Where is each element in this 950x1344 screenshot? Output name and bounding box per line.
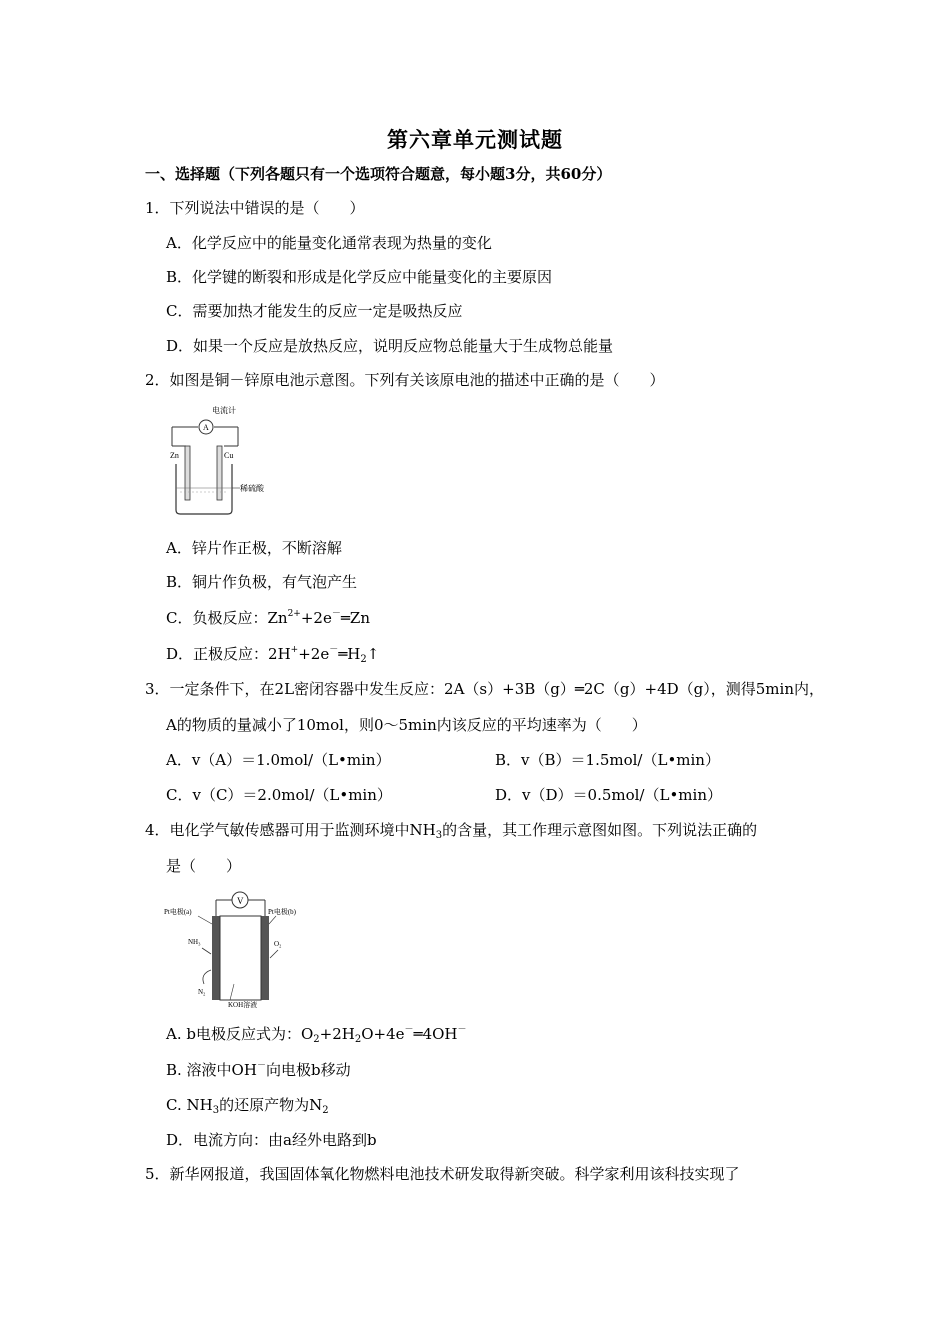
q4-option-b: B. 溶液中OH－向电极b移动 bbox=[166, 1061, 351, 1079]
q1-stem: 1．下列说法中错误的是（ ） bbox=[145, 199, 365, 217]
q3-option-c: C．v（C）＝2.0mol/（L•min） bbox=[166, 786, 392, 804]
q3-stem-line1: 3．一定条件下，在2L密闭容器中发生反应：2A（s）+3B（g）═2C（g）+4D（g），测得5min内， bbox=[145, 680, 824, 698]
q1-option-b: B．化学键的断裂和形成是化学反应中能量变化的主要原因 bbox=[166, 268, 553, 286]
q3-option-b: B．v（B）＝1.5mol/（L•min） bbox=[495, 751, 720, 769]
beaker bbox=[176, 464, 232, 514]
svg-text:V: V bbox=[237, 896, 244, 906]
sulfuric-acid-label: 稀硫酸 bbox=[240, 484, 264, 493]
q2-option-a: A．锌片作正极，不断溶解 bbox=[166, 539, 342, 557]
q4-option-c: C. $NH_3$的还原产物为$N_2$ bbox=[166, 1096, 329, 1116]
zn-label: Zn bbox=[170, 451, 179, 460]
q2-option-b: B．铜片作负极，有气泡产生 bbox=[166, 573, 358, 591]
q4-option-a: A. b电极反应式为：$O_2+2H_2O+4e^-═4OH^-$ bbox=[166, 1025, 467, 1045]
koh-solution bbox=[220, 916, 261, 1000]
pt-electrode-b-label: Pt电极(b) bbox=[268, 908, 296, 916]
q1-option-d: D．如果一个反应是放热反应，说明反应物总能量大于生成物总能量 bbox=[166, 337, 614, 355]
q3-option-a: A．v（A）＝1.0mol/（L•min） bbox=[166, 751, 391, 769]
q1-option-c: C．需要加热才能发生的反应一定是吸热反应 bbox=[166, 302, 463, 320]
koh-label: KOH溶液 bbox=[228, 1001, 258, 1008]
q4-stem-line2: 是（ ） bbox=[166, 857, 242, 875]
q2-option-c: C．负极反应：$Zn^{2+}+2e^-═Zn$ bbox=[166, 609, 370, 627]
q3-option-d: D．v（D）＝0.5mol/（L•min） bbox=[495, 786, 722, 804]
cu-label: Cu bbox=[224, 451, 234, 460]
page-title: 第六章单元测试题 bbox=[387, 127, 563, 152]
svg-text:A: A bbox=[203, 423, 209, 432]
q3-stem-line2: A的物质的量减小了10mol，则0～5min内该反应的平均速率为（ ） bbox=[166, 716, 647, 734]
nh3-sensor-figure bbox=[162, 888, 312, 1008]
electrode-b bbox=[261, 916, 269, 1000]
cu-zn-cell-figure bbox=[162, 402, 272, 518]
q2-stem: 2．如图是铜－锌原电池示意图。下列有关该原电池的描述中正确的是（ ） bbox=[145, 371, 665, 389]
o2-label: O₂ bbox=[274, 940, 282, 948]
q1-option-a: A．化学反应中的能量变化通常表现为热量的变化 bbox=[166, 234, 492, 252]
q2-option-d: D．正极反应：$2H^++2e^-═H_2↑$ bbox=[166, 645, 380, 665]
nh3-label: NH₃ bbox=[188, 938, 201, 946]
n2-label: N₂ bbox=[198, 988, 206, 996]
ammeter-label: 电流计 bbox=[212, 406, 236, 415]
q4-option-d: D．电流方向：由a经外电路到b bbox=[166, 1131, 377, 1149]
pt-electrode-a-label: Pt电极(a) bbox=[164, 908, 192, 916]
electrode-a bbox=[212, 916, 220, 1000]
q4-stem-line1: 4．电化学气敏传感器可用于监测环境中$NH_3$的含量，其工作理示意图如图。下列说法正确的 bbox=[145, 821, 758, 841]
q5-stem-line1: 5．新华网报道，我国固体氧化物燃料电池技术研发取得新突破。科学家利用该科技实现了 bbox=[145, 1165, 740, 1183]
section-heading: 一、选择题（下列各题只有一个选项符合题意，每小题3分，共60分） bbox=[145, 165, 612, 183]
